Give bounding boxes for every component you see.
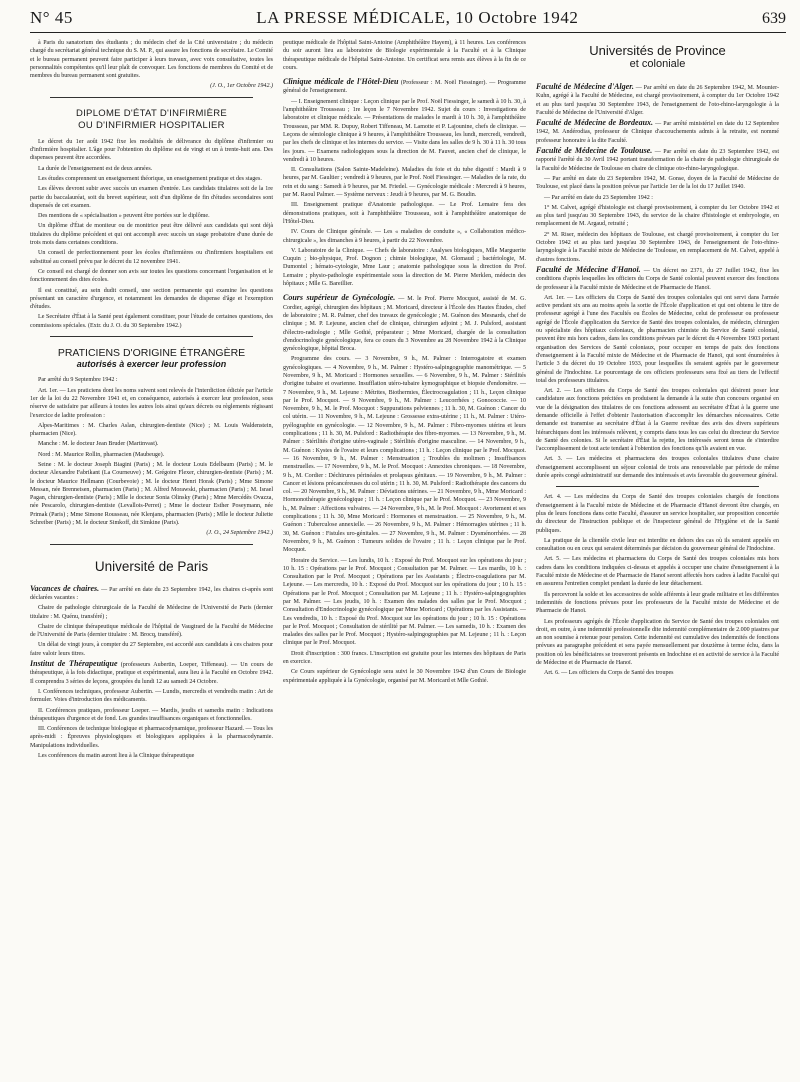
issue-number: N° 45 bbox=[30, 8, 73, 27]
paragraph bbox=[283, 78, 526, 96]
paragraph: Des mentions de « spécialisation » peuvent être portées sur le diplôme. bbox=[38, 213, 210, 220]
paragraph: La pratique de la clientèle civile leur est interdite en dehors des cas où ils seraient appelés en consultation ou en ceux qui seraient déterminés par décision du gouverneur général de l'Indochine. bbox=[536, 537, 779, 553]
paragraph: Art. 2. — Les officiers du Corps de Santé des troupes coloniales qui désirent poser leur candidature aux fonctions précitées en produisent la demande à la suite d'un concours organisé en vue de la désignation des titulaires de ces fonctions adressent au secrétaire d'État à la guerre une demande officielle à l'effet d'obtenir l'autorisation d'accomplir les démarches nécessaires. Cette demande est transmise au secrétaire d'État à la Guerre revêtue des avis des divers supérieurs hiérarchiques dont les intéressés relèvent, y compris dans tous les cas celui du directeur du Service de Santé des colonies. Si le secrétaire d'État la rejette, les intéressés seront tenus de s'interdire l'accomplissement de tout acte tendant à l'obtention des fonctions qu'ils avaient en vue. bbox=[536, 388, 779, 453]
paragraph: Alpes-Maritimes : M. Charles Aslan, chirurgien-dentiste (Nice) ; M. Louis Waldenstein, pharmacien (Nice). bbox=[30, 422, 273, 438]
paragraph: III. Conférences de technique biologique et pharmacodynamique, professeur Hazard. — Tous les après-midi : Épreuves physiologiques et biologiques appliquées à la pharmacodynamie. Manipulations individuelles. bbox=[30, 726, 273, 749]
paragraph: Ce conseil est chargé de donner son avis sur toutes les questions concernant l'organisation et le fonctionnement des dites écoles. bbox=[30, 268, 273, 284]
paragraph: Par arrêté du 9 Septembre 1942 : bbox=[38, 377, 118, 384]
paragraph: III. Enseignement pratique d'Anatomie pathologique. — Le Prof. Lemaire fera des démonstrations pratiques, soit à l'amphithéâtre Trousseau, soit à l'amphithéâtre anatomique de l'Hôtel-Dieu. bbox=[283, 202, 526, 225]
paragraph: Ce Cours supérieur de Gynécologie sera suivi le 30 Novembre 1942 d'un Cours de Biologie expérimentale appliquée à la Gynécologie, organisé par M. Moricard et Mlle Gothié. bbox=[283, 669, 526, 684]
rubric: Faculté de Médecine d'Alger. bbox=[536, 82, 634, 91]
paragraph: Art. 1er. — Les officiers du Corps de Santé des troupes coloniales qui ont servi dans l'armée active pendant six ans au moins après la sortie de l'École d'application et qui ont obtenu le titre de professeur agrégé à l'une des Facultés ou Écoles de Médecine, celui de professeur ou professeur agrégé de l'École d'application du Service de Santé des troupes coloniales, de médecin, chirurgien ou spécialiste des hôpitaux coloniaux, de pharmacien chimiste du Service de Santé colonial, peuvent être mis hors cadres, dans les conditions prévues par le décret du 4 Novembre 1903 portant organisation des Services de Santé coloniaux, pour occuper en temps de paix des fonctions d'enseignement à la Faculté mixte de Médecine et de Pharmacie de Hanoï, qui sont énumérées à l'article 3 du décret du 19 Octobre 1933, pour lesquelles ils seraient agréés par le gouverneur général de l'Indochine. Le pourcentage de ces officiers professeurs sera fixé au tiers de l'effectif total des professeurs titulaires. bbox=[536, 294, 779, 384]
paragraph-text: — Par arrêté en date du 26 Septembre 1942, M. Mounier-Kuhn, agrégé à la Faculté de Médecine, est chargé provisoirement, à compter du 1er Octobre 1942 et au plus tard jusqu'au 30 Septembre 1943, de l'enseignement de l'oto-rhino-laryngologie à la Faculté de Médecine de l'Université d'Alger. bbox=[536, 85, 779, 116]
source-citation: (J. O., 24 Septembre 1942.) bbox=[206, 530, 273, 537]
paragraph: Un diplôme d'État de moniteur ou de monitrice peut être délivré aux candidats qui sont déjà titulaires du diplôme précédent et qui ont accompli avec succès un stage probatoire d'une durée de trois mois dans certaines conditions. bbox=[30, 223, 273, 247]
paragraph bbox=[536, 147, 779, 173]
paragraph bbox=[536, 119, 779, 145]
paragraph-text: (professeurs Aubertin, Loeper, Tiffeneau). — Un cours de thérapeutique, à la fois didactique, pratique et expérimental, aura lieu à la Faculté en Octobre 1942. Il comprendra 3 séries de leçons, groupées du lundi 12 au samedi 24 Octobre. bbox=[30, 662, 273, 685]
paragraph: Droit d'inscription : 300 francs. L'inscription est gratuite pour les internes des hôpitaux de Paris en exercice. bbox=[283, 650, 526, 666]
rubric: Cours supérieur de Gynécologie. bbox=[283, 293, 396, 303]
paragraph: Les études comprennent un enseignement théorique, un enseignement pratique et des stages. bbox=[38, 175, 262, 182]
page-header bbox=[30, 8, 786, 33]
paragraph: Chaire de pathologie chirurgicale de la Faculté de Médecine de l'Université de Paris (dernier titulaire : M. Quénu, transféré) ; bbox=[30, 605, 273, 620]
paragraph-text: (Professeur : M. Noël Fiessinger). — Programme général de l'enseignement. bbox=[283, 80, 526, 95]
rubric: Faculté de Médecine de Bordeaux. bbox=[536, 118, 654, 128]
paragraph-text: — M. le Prof. Pierre Mocquot, assisté de M. G. Cordier, agrégé, chirurgien des hôpitaux ; M. Moricard, directeur à l'École des Hautes Études, chef de laboratoire ; M. R. Palmer, chef des travaux de gynécologie ; M. Guénon des Mesnards, chef de clinique ; M. P. Lejeune, ancien chef de clinique, chirurgien adjoint ; M. J. Pulsford, assistant d'électro-radiologie ; Mlle Gothié, préparateur ; Mme Moricard, chargée de la consultation d'endocrinologie gynécologique, fera ce cours du 3 Novembre au 28 Novembre 1942 à la Clinique gynécologique, hôpital Broca. bbox=[283, 296, 526, 353]
paragraph: — I. Enseignement clinique : Leçon clinique par le Prof. Noël Fiessinger, le samedi à 10 h. 30, à l'amphithéâtre Trousseau ; 1re leçon le 7 Novembre 1942. Sujet du cours : Investigations de laboratoire et clinique médicale. — Présentations de malades le mardi à 10 h. 30, à l'amphithéâtre Trousseau, par MM. R. Dupuy, Robert Tiffeneau, M. Lamotte et P. Lajounine, chefs de clinique. — Leçons de sémiologie clinique à 9 heures, à l'amphithéâtre Trousseau, les lundi, mercredi, vendredi, par les chefs de clinique et les internes du service. — Visite dans les salles de 9 h. 30 à 11 h. 30 tous les jours. — Examens radiologiques sous la direction de M. Fauvet, ancien chef de clinique, le vendredi à 10 heures. bbox=[283, 98, 526, 163]
paragraph: IV. Cours de Clinique générale. — Les « maladies de conduite », « Collaboration médico-chirurgicale », les dimanches à 9 heures, à partir du 22 Novembre. bbox=[283, 229, 526, 244]
divider bbox=[50, 336, 253, 337]
paragraph: II. Consultations (Salon Sainte-Madeleine). Maladies du foie et du tube digestif : Mardi à 9 heures, par M. Gaultier ; vendredi à 9 heures, par le Prof. Noël Fiessinger. — Maladies de la rate, du rein et du sang : Samedi à 9 heures, par M. Friedel. — Gynécologie médicale : Mercredi à 9 heures, par M. Raoul Palmer. — Système nerveux : Jeudi à 9 heures, par M. G. Boudin. bbox=[283, 167, 526, 199]
section-heading-universites-province: Universités de Province bbox=[589, 43, 726, 58]
rubric: Institut de Thérapeutique bbox=[30, 659, 118, 669]
paragraph bbox=[30, 660, 273, 686]
paragraph: La durée de l'enseignement est de deux années. bbox=[38, 165, 153, 172]
paragraph: V. Laboratoire de la Clinique. — Chefs de laboratoire : Analyses biologiques, Mlle Marguerite Cuquin ; bio-physique, Prof. Dognon ; chimie biologique, M. Glomaud ; bactériologie, M. Dumontel ; hémato-cytologie, Mme Laur ; anatomie pathologique sous la direction du Prof. Lemaire ; physio-pathologie expérimentale sous la direction de M. Pierre Merklen, médecin des hôpitaux ; Mlle G. Bareillier. bbox=[283, 247, 526, 288]
paragraph: Horaire du Service. — Les lundis, 10 h. : Exposé du Prof. Mocquot sur les opérations du jour ; 10 h. 15 : Opérations par le Prof. Mocquot ; Consultation par M. Palmer. — Les mardis, 10 h. : Consultation par le Prof. Mocquot ; Opérations par les Assistants ; Électro-coagulations par M. Lejeune. — Les mercredis, 10 h. : Exposé du Prof. Mocquot sur les opérations du jour ; 10 h. 15 : Opérations par le Prof. Mocquot ; Consultation par M. Lejeune ; 11 h. : Hystéro-salpingographies par M. Palmer. — Les jeudis, 10 h. : Examen des malades des salles par le Prof. Mocquot ; Consultation d'Endocrinologie gynécologique par Mme Moricard ; Opérations par les Assistants. — Les vendredis, 10 h. : Exposé du Prof. Mocquot sur les opérations du jour ; 10 h. 15 : Opérations par le Prof. Mocquot ; Consultation de stérilité par M. Palmer. — Les samedis, 10 h. : Examen des malades des salles par le Prof. Mocquot ; Hystéro-salpingographies par M. Lejeune ; 11 h. : Leçon clinique par le Prof. Mocquot. bbox=[283, 557, 526, 647]
divider bbox=[50, 97, 253, 98]
paragraph bbox=[283, 294, 526, 353]
paragraph-text: — Un décret no 2371, du 27 Juillet 1942, fixe les conditions d'après lesquelles les officiers du Corps de Santé colonial peuvent exercer des fonctions de professeur à la Faculté mixte de Médecine et de Pharmacie de Hanoï. bbox=[536, 267, 779, 291]
source-citation: (J. O., 1er Octobre 1942.) bbox=[210, 83, 273, 90]
paragraph: Programme des cours. — 3 Novembre, 9 h., M. Palmer : Interrogatoire et examen gynécologiques. — 4 Novembre, 9 h., M. Palmer : Hystéro-salpingographie manométrique. — 5 Novembre, 9 h., M. Moricard : Hormones sexuelles. — 6 Novembre, 9 h., M. Palmer : Stérilités d'origine tubaire et ovarienne. Insufflation utéro-tubaire kymographique et biopsie d'endomètre. — 7 Novembre, 9 h., M. Lejeune : Métrites, Biothermies, Électrocoagulation ; 11 h., Leçon clinique par le Prof. Mocquot. — 9 Novembre, 9 h., M. Palmer : Leucorrhées ; Gonococcie. — 10 Novembre, 9 h., M. le Prof. Mocquot : Suppurations pelviennes ; 11 h. 30, M. Guénon : Cancer du col utérin. — 11 Novembre, 9 h., M. Lejeune : Grossesse extra-utérine ; 11 h., M. Palmer : Utéro-pyélographie en gynécologie. — 12 Novembre, 9 h., M. Palmer : Fibro-myomes utérins et leurs complications ; 11 h. 30, M. Pulsford : Radiothérapie des fibro-myomes. — 13 Novembre, 9 h., M. Palmer : Stérilités d'origine utéro-vaginale ; Stérilités d'origine masculine. — 14 Novembre, 9 h., M. Guénon : Kystes de l'ovaire et leurs complications ; 11 h. : Leçon clinique par le Prof. Mocquot. — 16 Novembre, 9 h., M. Palmer : Menstruation ; Troubles du molimen ; Insuffisances menstruelles. — 17 Novembre, 9 h., M. le Prof. Mocquot : Annexites chroniques. — 18 Novembre, 9 h., M. Cordier : Déchirures périnéales et prolapsus génitaux. — 19 Novembre, 9 h., M. Palmer : Cancer et lésions précancéreuses du col utérin ; 11 h. 30, M. Pulsford : Radiothérapie des cancers du col. — 20 Novembre, 9 h., M. Palmer : Déviations utérines. — 21 Novembre, 9 h., Mme Moricard : Hormonothérapie gynécologique ; 11 h. : Leçon clinique par le Prof. Mocquot. — 23 Novembre, 9 h., M. Palmer : Affections vulvaires. — 24 Novembre, 9 h., M. le Prof. Mocquot : Avortement et ses complications ; 11 h. 30, Mme Moricard : Hormones et menstruation. — 25 Novembre, 9 h., M. Guénon : Tuberculose annexielle. — 26 Novembre, 9 h., M. Palmer : Hémorragies utérines ; 11 h. 30, M. Guénon : Fistules uro-génitales. — 27 Novembre, 9 h., M. Palmer : Dysménorrhées. — 28 Novembre, 9 h., M. Guénon : Tumeurs solides de l'ovaire ; 11 h. : Leçon clinique par le Prof. Mocquot. bbox=[283, 356, 526, 554]
paragraph: Les conférences du matin auront lieu à la Clinique thérapeutique bbox=[38, 753, 195, 759]
masthead-title: LA PRESSE MÉDICALE, 10 Octobre 1942 bbox=[256, 8, 579, 27]
paragraph: Ils percevront la solde et les accessoires de solde afférents à leur grade militaire et les différentes indemnités de fonctions prévues pour les professeurs de la Faculté mixte de Médecine et de Pharmacie de Hanoï. bbox=[536, 591, 779, 615]
paragraph: II. Conférences pratiques, professeur Loeper. — Mardis, jeudis et samedis matin : Indications thérapeutiques d'urgence et de fond. Les grandes insuffisances organiques et fonctionnelles. bbox=[30, 707, 273, 722]
section-heading-praticiens: PRATICIENS D'ORIGINE ÉTRANGÈRE bbox=[57, 347, 246, 360]
paragraph-text: — Par arrêté ministériel en date du 12 Septembre 1942, M. Andérodias, professeur de Clinique d'accouchements admis à la retraite, est nommé professeur honoraire à la dite Faculté. bbox=[536, 121, 779, 144]
paragraph bbox=[30, 585, 273, 603]
paragraph: Le Secrétaire d'État à la Santé peut également constituer, pour l'étude de certaines questions, des commissions spéciales. (Extr. du J. O. du 30 Septembre 1942.) bbox=[30, 314, 273, 329]
paragraph: Les élèves devront subir avec succès un examen d'entrée. Les candidats titulaires soit de la 1re partie du baccalauréat, soit du brevet supérieur, soit d'un diplôme de fin d'études secondaires sont dispensés de cet examen. bbox=[30, 186, 273, 209]
paragraph: Art. 4. — Les médecins du Corps de Santé des troupes coloniales chargés de fonctions d'enseignement à la Faculté mixte de Médecine et de Pharmacie d'Hanoï devront être chargés, en plus de leurs fonctions dans cette Faculté, d'assurer un service hospitalier, sur proposition concertée du directeur de l'Instruction publique et de l'inspecteur général de l'Hygiène et de la Santé publiques. bbox=[536, 494, 779, 534]
paragraph: 2° M. Riser, médecin des hôpitaux de Toulouse, est chargé provisoirement, à compter du 1er Octobre 1942 et au plus tard jusqu'au 30 Septembre 1943, de l'enseignement de l'oto-rhino-laryngologie à la Faculté mixte de Médecine de Toulouse, en remplacement de M. Calvet, appelé à d'autres fonctions. bbox=[536, 231, 779, 263]
divider bbox=[556, 486, 759, 487]
column-right bbox=[536, 39, 779, 1079]
paragraph: Un délai de vingt jours, à compter du 27 Septembre, est accordé aux candidats à ces chaires pour faire valoir leurs titres. bbox=[30, 642, 273, 657]
heading-line: OU D'INFIRMIER HOSPITALIER bbox=[78, 119, 225, 131]
rubric: Faculté de Médecine de Toulouse. bbox=[536, 146, 653, 156]
rubric: Clinique médicale de l'Hôtel-Dieu bbox=[283, 77, 399, 87]
paragraph: Un conseil de perfectionnement pour les écoles d'infirmières ou d'infirmiers hospitaliers est substitué au conseil prévu par le décret du 12 novembre 1941. bbox=[30, 250, 273, 265]
section-subheading: autorisés à exercer leur profession bbox=[76, 359, 227, 370]
paragraph: — Par arrêté en date du 23 Septembre 1942, M. Gonse, doyen de la Faculté de Médecine de Toulouse, est placé dans la position prévue par l'article 1er de la loi du 17 Juillet 1940. bbox=[536, 175, 779, 191]
column-middle bbox=[283, 39, 526, 1079]
rubric: Faculté de Médecine d'Hanoï. bbox=[536, 264, 641, 274]
paragraph: Art. 6. — Les officiers du Corps de Santé des troupes bbox=[544, 670, 674, 677]
column-left bbox=[30, 39, 273, 1079]
paragraph: à Paris du sanatorium des étudiants ; du médecin chef de la Cité universitaire ; du médecin chargé du secrétariat général technique du S. M. P., qui assure les fonctions de secrétaire. Le Comité et le bureau permanent peuvent faire participer à leurs travaux, avec voix consultative, toutes les personnalités compétentes qu'il leur plaît de convoquer. Les fonctions de membres du Comité et de membres du bureau permanent sont gratuites. bbox=[30, 40, 273, 80]
paragraph: 1° M. Calvet, agrégé d'histologie est chargé provisoirement, à compter du 1er Octobre 1942 et au plus tard jusqu'au 30 Septembre 1943, du service de la chaire d'histologie et embryologie, en remplacement de M. Argaud, retraité ; bbox=[536, 204, 779, 228]
paragraph: Nord : M. Maurice Rollin, pharmacien (Maubeuge). bbox=[38, 451, 165, 458]
paragraph: Il est constitué, au sein dudit conseil, une section permanente qui examine les questions présentant un caractère d'urgence, et notamment les demandes de dispense d'âge et l'exemption d'études. bbox=[30, 287, 273, 311]
page-number: 639 bbox=[761, 10, 786, 27]
rubric: Vacances de chaires. bbox=[30, 583, 100, 593]
paragraph bbox=[536, 266, 779, 292]
paragraph: Le décret du 1er août 1942 fixe les modalités de délivrance du diplôme d'infirmier ou d'infirmière hospitalier. L'âge pour l'obtention du diplôme est de vingt et un à trente-huit ans. Des dispenses peuvent être accordées. bbox=[30, 138, 273, 162]
columns bbox=[30, 39, 786, 1079]
paragraph: Chaire de clinique thérapeutique médicale de l'hôpital de Vaugirard de la Faculté de Médecine de l'Université de Paris (dernier titulaire : M. Brocq, transféré). bbox=[30, 623, 273, 639]
paragraph-text: — Par arrêté en date du 23 Septembre 1942, les chaires ci-après sont déclarées vacantes : bbox=[30, 586, 273, 601]
paragraph-text: — Par arrêté en date du 23 Septembre 1942, est rapporté l'arrêté du 30 Avril 1942 portant transformation de la chaire de pathologie chirurgicale de la Faculté de Médecine de Toulouse en chaire de clinique oto-rhino-laryngologique. bbox=[536, 149, 779, 172]
section-subheading-coloniale: et coloniale bbox=[629, 58, 686, 70]
paragraph: Seine : M. le docteur Joseph Biagini (Paris) ; M. le docteur Louis Edelbaum (Paris) ; M. le docteur Alexandre Fabrikant (La Courneuve) ; M. Grégoire Flexer, chirurgien-dentiste (Paris) ; M. le docteur Maurice Hellmann (Courbevoie) ; M. le docteur Henri Horak (Paris) ; Mme Simone Messan, née Brenneisen, pharmacien (Paris) ; M. Alfred Morawski, pharmacien (Paris) ; M. Israel Pagan, chirurgien-dentiste (Paris) ; Mlle le docteur Sonia Olinsky (Paris) ; Mme Mercédès Ovazza, née Pescarolo, chirurgien-dentiste (Levallois-Perret) ; Mme le docteur Esther Poseymann, née Primak (Paris) ; Mme Simone Rousseau, née Klenjans, pharmacien (Paris) ; Mlle le docteur Juliette Schreiber (Paris) ; M. le docteur Simkoff, dit Simkine (Paris). bbox=[30, 461, 273, 527]
paragraph: Art. 1er. — Les praticiens dont les noms suivent sont relevés de l'interdiction édictée par l'article 1er de la loi du 22 Novembre 1941 et, en conséquence, autorisés à exercer leur profession, sous réserve de satisfaire par ailleurs à toutes les autres lois ainsi qu'aux décrets ou règlements régissant l'exercice de ladite profession : bbox=[30, 387, 273, 419]
paragraph: peutique médicale de l'hôpital Saint-Antoine (Amphithéâtre Hayem), à 11 heures. Les conférences du soir auront lieu au laboratoire de Biologie expérimentale à la Faculté et à la Clinique thérapeutique médicale de l'hôpital Saint-Antoine. Un certificat sera remis aux élèves à la fin de ce cours. bbox=[283, 40, 526, 71]
paragraph: Manche : M. le docteur Jean Bruder (Martinvast). bbox=[38, 441, 159, 448]
paragraph bbox=[536, 83, 779, 117]
section-heading-diplome bbox=[30, 108, 273, 132]
paragraph: I. Conférences techniques, professeur Aubertin. — Lundis, mercredis et vendredis matin : Art de formuler. Voies d'introduction des médicaments. bbox=[30, 688, 273, 704]
paragraph: — Par arrêté en date du 23 Septembre 1942 : bbox=[544, 194, 653, 201]
divider bbox=[50, 544, 253, 545]
paragraph: Art. 3. — Les médecins et pharmaciens des troupes coloniales titulaires d'une chaire d'enseignement accomplissent un séjour colonial de trois ans renouvelable par période de même durée après congé administratif sur demande des intéressés et avis favorable du gouverneur général. bbox=[536, 456, 779, 480]
section-heading-universite-paris: Université de Paris bbox=[94, 558, 209, 574]
paragraph: Les professeurs agrégés de l'École d'application du Service de Santé des troupes coloniales ont droit, en outre, à une indemnité professionnelle dite indemnité complémentaire de 2.000 piastres par an non soumise à retenue pour pension. Cette indemnité est cumulative des indemnités de fonctions prévues au paragraphe précédent et sera payée mensuellement par douzième à terme échu, dans la position où les bénéficiaires se trouveront présents en Indochine et en activité de service à la Faculté de Médecine et de Pharmacie de Hanoï. bbox=[536, 618, 779, 666]
paragraph: Art. 5. — Les médecins et pharmaciens du Corps de Santé des troupes coloniales mis hors cadres dans les conditions indiquées ci-dessus et appelés à occuper une chaire d'enseignement à la Faculté mixte de Médecine et de Pharmacie de Hanoï seront affectés hors cadres à ladite Faculté qui en assurera l'entretien complet pendant la durée de leur détachement. bbox=[536, 556, 779, 588]
heading-line: DIPLOME D'ÉTAT D'INFIRMIÈRE bbox=[75, 107, 228, 119]
